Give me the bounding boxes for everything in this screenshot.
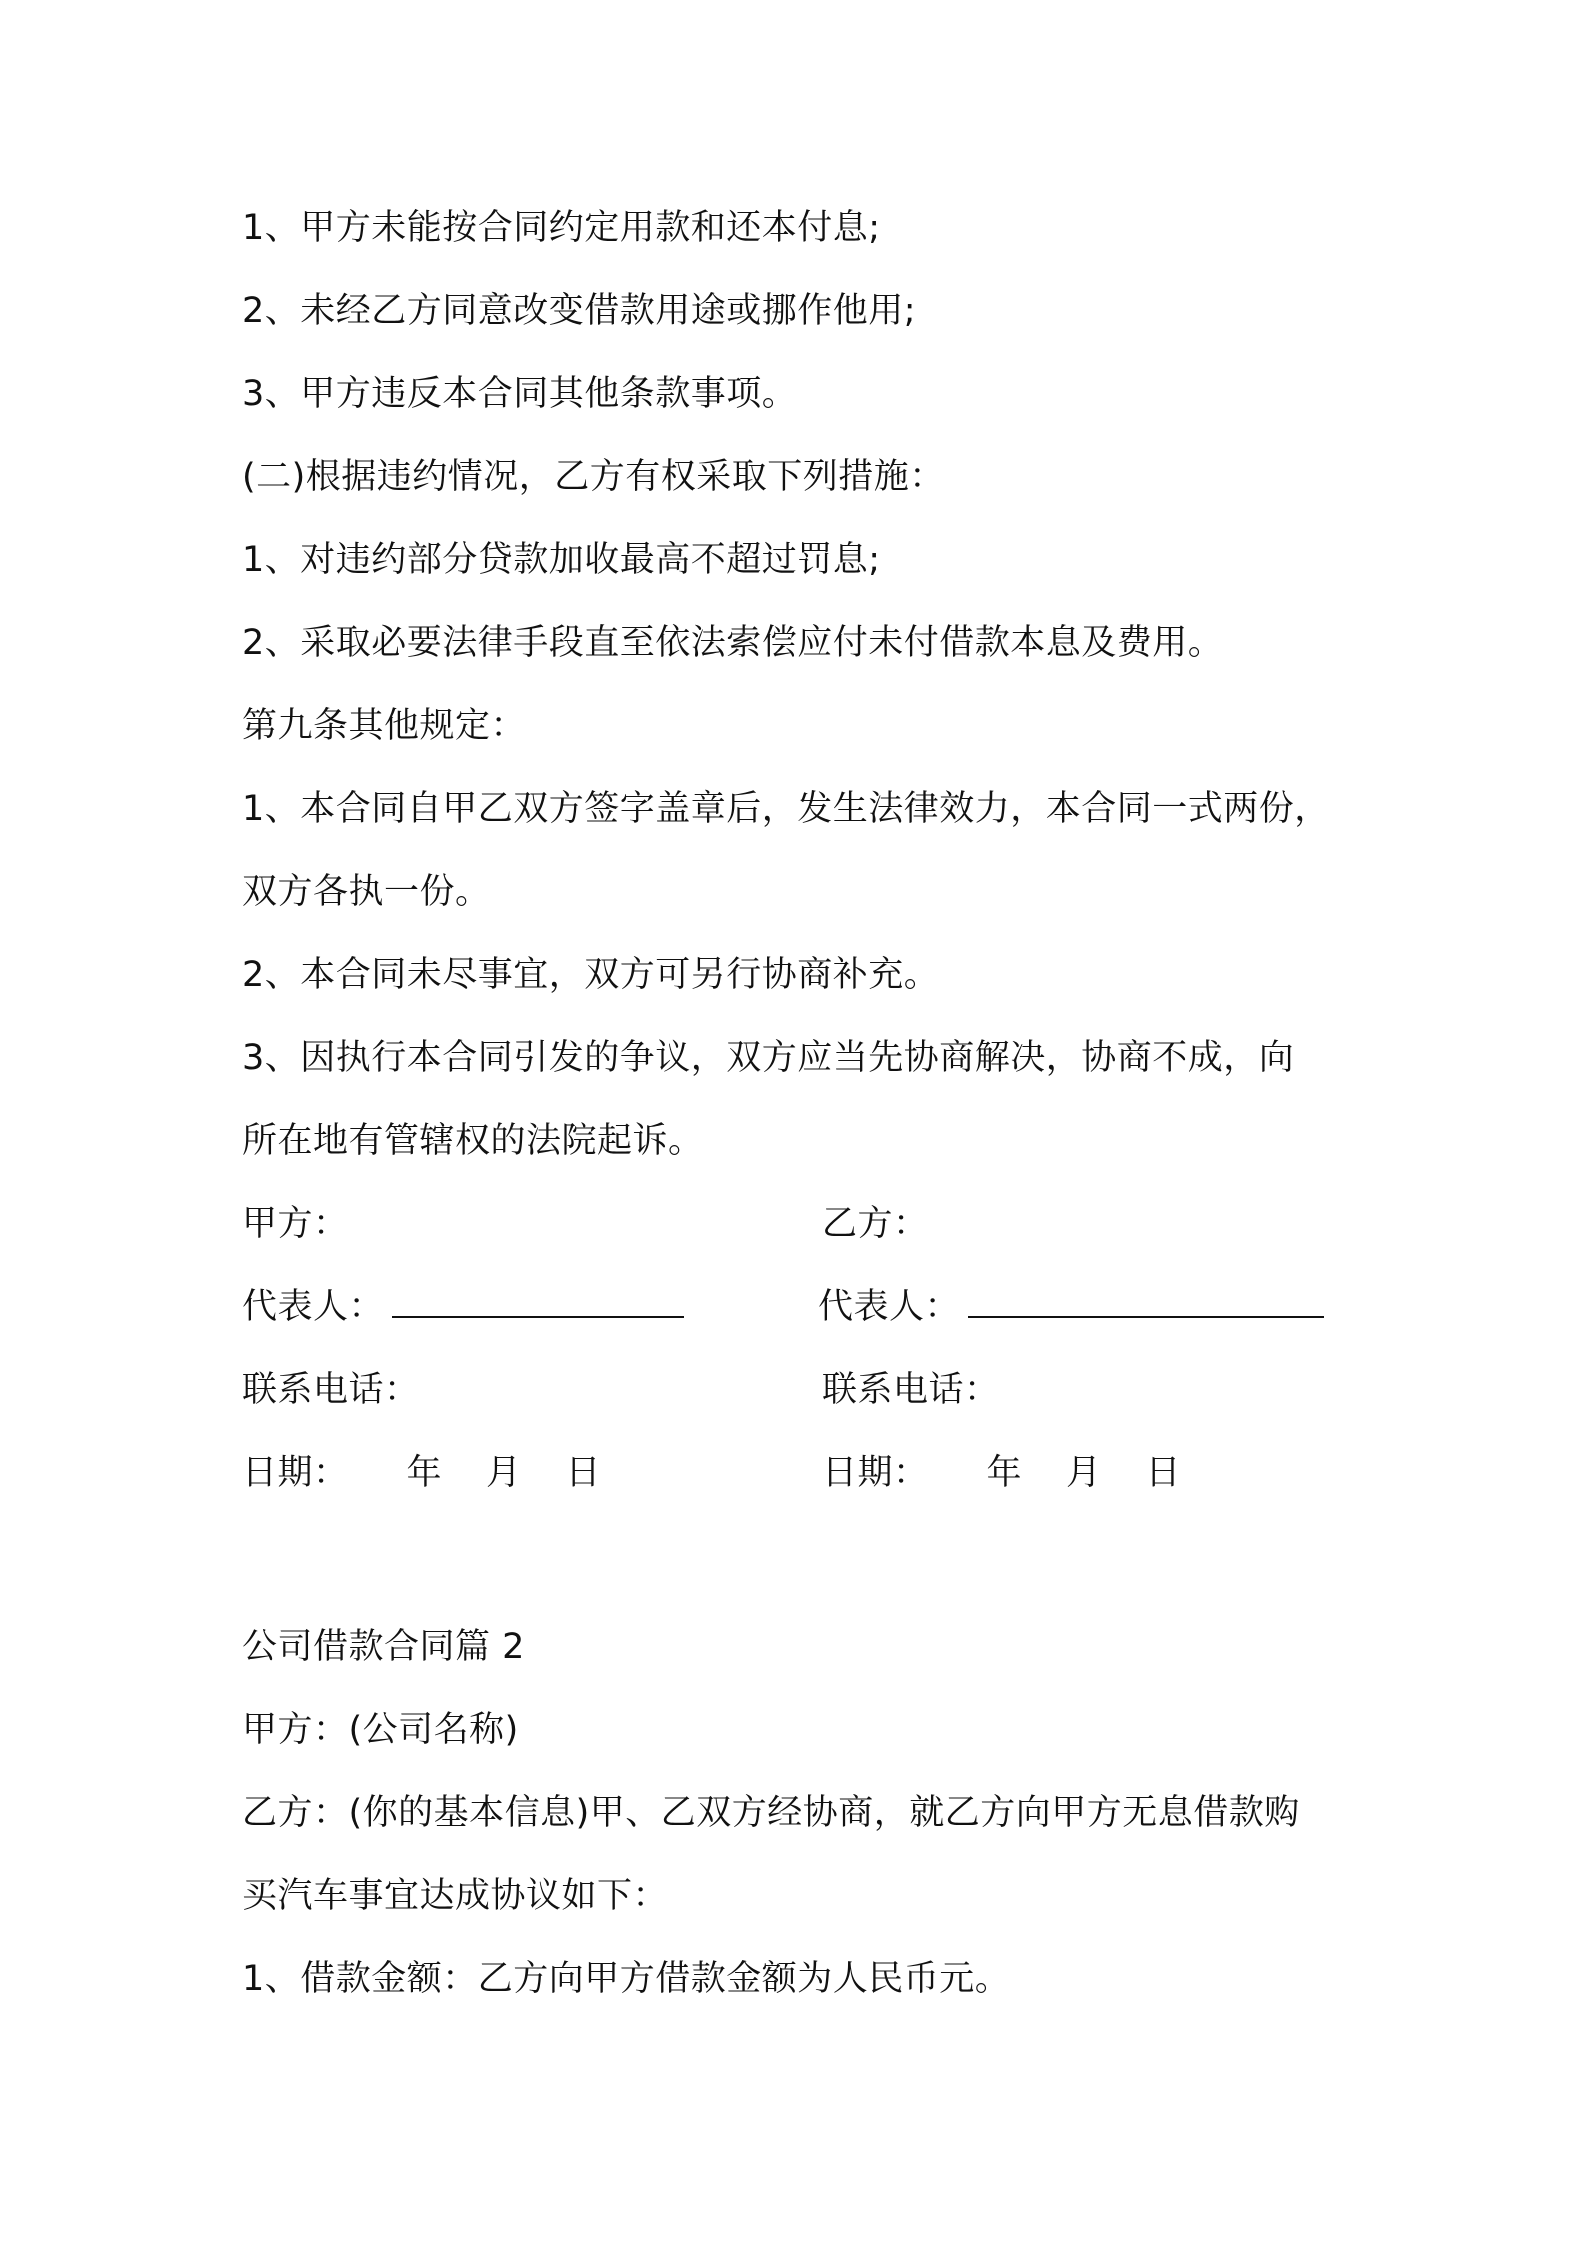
- date-a-day: 日: [565, 1453, 602, 1493]
- clause-line: 2、采取必要法律手段直至依法索偿应付未付借款本息及费用。: [242, 623, 1224, 663]
- date-b-year: 年: [986, 1453, 1023, 1493]
- date-b-row: [822, 1451, 1181, 1495]
- rep-a-blank: [392, 1286, 684, 1318]
- clause-line: 3、甲方违反本合同其他条款事项。: [242, 374, 798, 414]
- rep-b-blank: [968, 1286, 1324, 1318]
- article-heading: 第九条其他规定：: [242, 706, 527, 746]
- date-a-month: 月: [486, 1453, 522, 1493]
- date-b-day: 日: [1145, 1453, 1182, 1493]
- date-b-month: 月: [1066, 1453, 1102, 1493]
- rep-a-label: 代表人：: [242, 1287, 385, 1327]
- clause-line: (二)根据违约情况，乙方有权采取下列措施：: [242, 457, 945, 497]
- section-line: 1、借款金额：乙方向甲方借款金额为人民币元。: [242, 1959, 1011, 1999]
- clause-line: 1、对违约部分贷款加收最高不超过罚息;: [242, 540, 881, 580]
- rep-b-label: 代表人：: [818, 1287, 961, 1327]
- phone-a-label: 联系电话：: [242, 1370, 420, 1410]
- date-a-row: [242, 1451, 601, 1495]
- clause-line: 双方各执一份。: [242, 872, 491, 912]
- party-b-label: 乙方：: [822, 1204, 929, 1244]
- party-a-label: 甲方：: [242, 1204, 349, 1244]
- rep-b-row: [818, 1285, 1324, 1329]
- section-line: 甲方：(公司名称): [242, 1710, 519, 1750]
- clause-line: 2、本合同未尽事宜，双方可另行协商补充。: [242, 955, 940, 995]
- section-title: 公司借款合同篇 2: [242, 1627, 525, 1667]
- section-line: 乙方：(你的基本信息)甲、乙双方经协商，就乙方向甲方无息借款购: [242, 1793, 1300, 1833]
- clause-line: 3、因执行本合同引发的争议，双方应当先协商解决，协商不成，向: [242, 1038, 1295, 1078]
- clause-line: 2、未经乙方同意改变借款用途或挪作他用;: [242, 291, 917, 331]
- date-a-year: 年: [406, 1453, 443, 1493]
- date-b-label: 日期：: [822, 1453, 929, 1493]
- date-a-label: 日期：: [242, 1453, 349, 1493]
- rep-a-row: [242, 1285, 684, 1329]
- section-line: 买汽车事宜达成协议如下：: [242, 1876, 669, 1916]
- clause-line: 所在地有管辖权的法院起诉。: [242, 1121, 704, 1161]
- phone-b-label: 联系电话：: [822, 1370, 1000, 1410]
- clause-line: 1、本合同自甲乙双方签字盖章后，发生法律效力，本合同一式两份，: [242, 789, 1330, 829]
- clause-line: 1、甲方未能按合同约定用款和还本付息;: [242, 208, 881, 248]
